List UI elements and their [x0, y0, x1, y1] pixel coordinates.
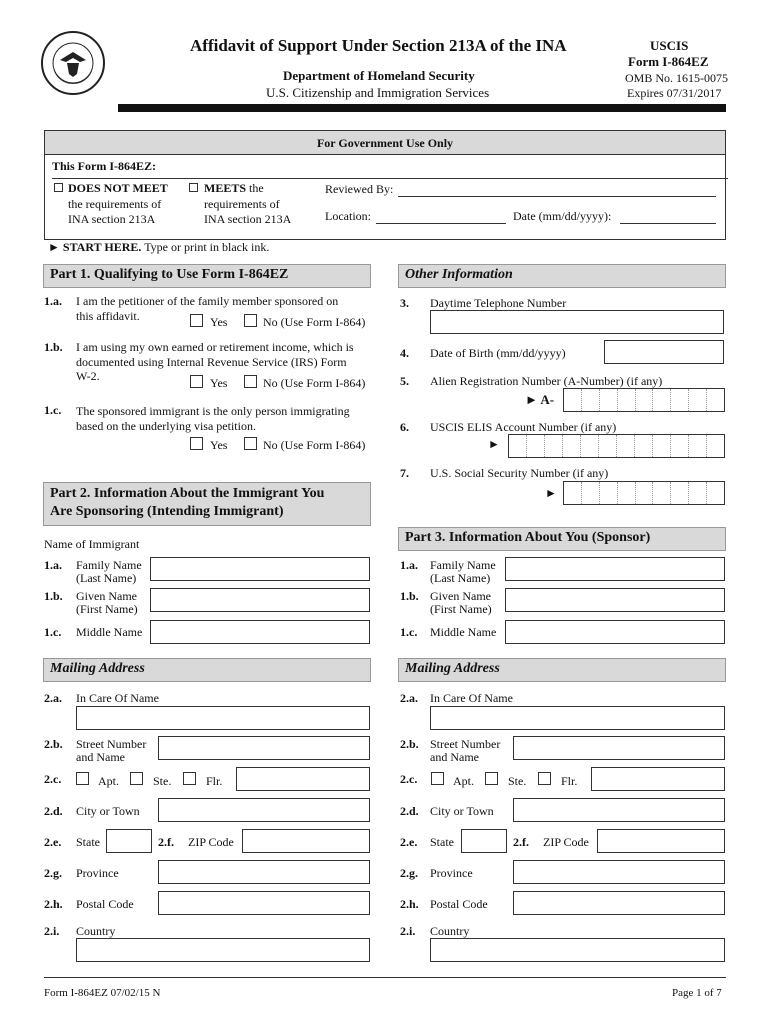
p2-zip-input[interactable] [242, 829, 370, 853]
p3-given-l2: (First Name) [430, 602, 492, 616]
p3-2f-number: 2.f. [513, 835, 529, 849]
p3-given-name-input[interactable] [505, 588, 725, 612]
q1a-number: 1.a. [44, 294, 62, 308]
reviewed-by-label: Reviewed By: [325, 182, 394, 196]
p3-2c-number: 2.c. [400, 772, 418, 786]
reviewed-by-line[interactable] [398, 196, 716, 197]
p3-given-l1: Given Name [430, 589, 491, 603]
part1-header: Part 1. Qualifying to Use Form I-864EZ [43, 264, 371, 288]
p2-family-name-input[interactable] [150, 557, 370, 581]
p2-postal-label: Postal Code [76, 897, 134, 911]
p3-postal-label: Postal Code [430, 897, 488, 911]
meets-label: MEETS [204, 181, 247, 195]
p3-apt-label: Apt. [453, 774, 474, 788]
p3-city-input[interactable] [513, 798, 725, 822]
uscis-label: USCIS [650, 38, 689, 53]
part3-header: Part 3. Information About You (Sponsor) [398, 527, 726, 551]
p3-2g-number: 2.g. [400, 866, 418, 880]
p2-1c-number: 1.c. [44, 625, 62, 639]
q5-label: Alien Registration Number (A-Number) (if any) [430, 374, 663, 388]
p2-street-l2: and Name [76, 750, 125, 764]
q1b-text-l3: W-2. [76, 369, 100, 383]
q1a-yes-checkbox[interactable] [190, 314, 203, 327]
q3-number: 3. [400, 296, 409, 310]
q1b-yes-checkbox[interactable] [190, 375, 203, 388]
p2-family-l2: (Last Name) [76, 571, 137, 585]
p2-2e-number: 2.e. [44, 835, 62, 849]
does-not-meet-l2: the requirements of [68, 197, 162, 211]
p2-postal-input[interactable] [158, 891, 370, 915]
q4-label: Date of Birth (mm/dd/yyyy) [430, 346, 566, 360]
seal-text [40, 96, 41, 97]
p3-middle-label: Middle Name [430, 625, 497, 639]
dept-name: Department of Homeland Security [283, 68, 475, 83]
part2-header [43, 482, 371, 526]
a-number-prefix: ► A- [525, 392, 555, 407]
p2-ste-checkbox[interactable] [130, 772, 143, 785]
footer-rule [44, 977, 726, 978]
p3-1a-number: 1.a. [400, 558, 418, 572]
p3-1c-number: 1.c. [400, 625, 418, 639]
q1a-text-l2: this affidavit. [76, 309, 140, 323]
p2-2f-number: 2.f. [158, 835, 174, 849]
p3-1b-number: 1.b. [400, 589, 419, 603]
p3-unit-input[interactable] [591, 767, 725, 791]
q5-number: 5. [400, 374, 409, 388]
p2-given-l2: (First Name) [76, 602, 138, 616]
p2-province-input[interactable] [158, 860, 370, 884]
p3-state-select[interactable] [461, 829, 507, 853]
p2-ste-label: Ste. [153, 774, 172, 788]
p3-zip-label: ZIP Code [543, 835, 589, 849]
dob-input[interactable] [604, 340, 724, 364]
p3-country-input[interactable] [430, 938, 725, 962]
p3-postal-input[interactable] [513, 891, 725, 915]
p2-mailing-header: Mailing Address [43, 658, 371, 682]
q1b-yes-label: Yes [210, 376, 228, 390]
p2-state-select[interactable] [106, 829, 152, 853]
date-line[interactable] [620, 223, 716, 224]
p2-flr-label: Flr. [206, 774, 223, 788]
start-here-label: START HERE. [62, 240, 142, 254]
agency-name: U.S. Citizenship and Immigration Services [266, 85, 490, 100]
omb-number: OMB No. 1615-0075 [625, 71, 729, 85]
q1b-no-label: No (Use Form I-864) [263, 376, 366, 390]
does-not-meet-label: DOES NOT MEET [68, 181, 168, 195]
meets-l3: INA section 213A [204, 212, 292, 226]
this-form-label: This Form I-864EZ: [52, 159, 157, 173]
p3-ste-label: Ste. [508, 774, 527, 788]
p2-unit-input[interactable] [236, 767, 370, 791]
p2-middle-label: Middle Name [76, 625, 143, 639]
p2-given-l1: Given Name [76, 589, 137, 603]
p2-state-label: State [76, 835, 100, 849]
part2-title-l1: Part 2. Information About the Immigrant You [50, 486, 325, 501]
p2-care-of-label: In Care Of Name [76, 691, 159, 705]
p3-province-input[interactable] [513, 860, 725, 884]
p3-zip-input[interactable] [597, 829, 725, 853]
p2-middle-name-input[interactable] [150, 620, 370, 644]
p3-family-name-input[interactable] [505, 557, 725, 581]
p2-family-l1: Family Name [76, 558, 142, 572]
p3-2e-number: 2.e. [400, 835, 418, 849]
does-not-meet-checkbox[interactable] [54, 183, 63, 192]
p3-apt-checkbox[interactable] [431, 772, 444, 785]
form-title: Affidavit of Support Under Section 213A of the INA [190, 36, 567, 55]
form-number: Form I-864EZ [628, 54, 709, 69]
q1a-no-label: No (Use Form I-864) [263, 315, 366, 329]
q3-label: Daytime Telephone Number [430, 296, 567, 310]
q1a-no-checkbox[interactable] [244, 314, 257, 327]
meets-the: the [246, 181, 264, 195]
p2-2h-number: 2.h. [44, 897, 63, 911]
p3-state-label: State [430, 835, 454, 849]
q7-number: 7. [400, 466, 409, 480]
p2-given-name-input[interactable] [150, 588, 370, 612]
p2-apt-label: Apt. [98, 774, 119, 788]
p2-country-label: Country [76, 924, 116, 938]
q1b-no-checkbox[interactable] [244, 375, 257, 388]
q1c-number: 1.c. [44, 403, 62, 417]
name-of-immigrant-label: Name of Immigrant [44, 537, 140, 551]
p2-2c-number: 2.c. [44, 772, 62, 786]
start-arrow-icon: ► [48, 240, 60, 254]
p2-1a-number: 1.a. [44, 558, 62, 572]
ssn-arrow-icon: ► [545, 486, 557, 500]
p2-2g-number: 2.g. [44, 866, 62, 880]
p2-city-input[interactable] [158, 798, 370, 822]
p3-street-input[interactable] [513, 736, 725, 760]
ssn-input[interactable] [563, 481, 725, 505]
p3-ste-checkbox[interactable] [485, 772, 498, 785]
q1a-text-l1: I am the petitioner of the family member sponsored on [76, 294, 339, 308]
p3-street-l2: and Name [430, 750, 479, 764]
footer-page-number: Page 1 of 7 [672, 987, 722, 999]
p3-2b-number: 2.b. [400, 737, 419, 751]
q1c-text-l1: The sponsored immigrant is the only person immigrating [76, 404, 350, 418]
start-here-text: Type or print in black ink. [144, 240, 270, 254]
p3-street-l1: Street Number [430, 737, 501, 751]
p2-city-label: City or Town [76, 804, 140, 818]
q1c-no-label: No (Use Form I-864) [263, 438, 366, 452]
p2-care-of-input[interactable] [76, 706, 370, 730]
p2-street-l1: Street Number [76, 737, 147, 751]
date-label: Date (mm/dd/yyyy): [513, 209, 612, 223]
dhs-seal-icon [40, 30, 106, 96]
expires-date: Expires 07/31/2017 [627, 86, 722, 100]
p2-2a-number: 2.a. [44, 691, 62, 705]
header-rule [118, 104, 726, 112]
p2-province-label: Province [76, 866, 119, 880]
location-label: Location: [325, 209, 371, 223]
p3-city-label: City or Town [430, 804, 494, 818]
p2-2i-number: 2.i. [44, 924, 60, 938]
p2-2b-number: 2.b. [44, 737, 63, 751]
q1b-text-l2: documented using Internal Revenue Service (IRS) Form [76, 355, 347, 369]
meets-l2: requirements of [204, 197, 280, 211]
gov-use-title: For Government Use Only [45, 131, 725, 155]
p2-flr-checkbox[interactable] [183, 772, 196, 785]
p3-country-label: Country [430, 924, 470, 938]
q1c-text-l2: based on the underlying visa petition. [76, 419, 256, 433]
p3-2h-number: 2.h. [400, 897, 419, 911]
gov-divider [52, 178, 728, 179]
p3-2i-number: 2.i. [400, 924, 416, 938]
other-info-header: Other Information [398, 264, 726, 288]
p2-apt-checkbox[interactable] [76, 772, 89, 785]
q1b-text-l1: I am using my own earned or retirement income, which is [76, 340, 354, 354]
location-line[interactable] [376, 223, 506, 224]
does-not-meet-l3: INA section 213A [68, 212, 156, 226]
q1b-number: 1.b. [44, 340, 63, 354]
elis-number-input[interactable] [508, 434, 725, 458]
p3-flr-label: Flr. [561, 774, 578, 788]
part2-title-l2: Are Sponsoring (Intending Immigrant) [50, 504, 284, 519]
p2-street-input[interactable] [158, 736, 370, 760]
p3-flr-checkbox[interactable] [538, 772, 551, 785]
q6-label: USCIS ELIS Account Number (if any) [430, 420, 617, 434]
q1c-no-checkbox[interactable] [244, 437, 257, 450]
elis-arrow-icon: ► [488, 437, 500, 451]
a-number-input[interactable] [563, 388, 725, 412]
q1c-yes-label: Yes [210, 438, 228, 452]
p3-mailing-header: Mailing Address [398, 658, 726, 682]
p2-1b-number: 1.b. [44, 589, 63, 603]
q4-number: 4. [400, 346, 409, 360]
q6-number: 6. [400, 420, 409, 434]
p3-family-l1: Family Name [430, 558, 496, 572]
p3-care-of-label: In Care Of Name [430, 691, 513, 705]
q7-label: U.S. Social Security Number (if any) [430, 466, 609, 480]
p2-2d-number: 2.d. [44, 804, 63, 818]
q1a-yes-label: Yes [210, 315, 228, 329]
footer-form-id: Form I-864EZ 07/02/15 N [44, 987, 161, 999]
p3-2d-number: 2.d. [400, 804, 419, 818]
p2-zip-label: ZIP Code [188, 835, 234, 849]
p3-2a-number: 2.a. [400, 691, 418, 705]
q1c-yes-checkbox[interactable] [190, 437, 203, 450]
p2-country-input[interactable] [76, 938, 370, 962]
meets-checkbox[interactable] [189, 183, 198, 192]
p3-province-label: Province [430, 866, 473, 880]
p3-care-of-input[interactable] [430, 706, 725, 730]
p3-family-l2: (Last Name) [430, 571, 491, 585]
phone-input[interactable] [430, 310, 724, 334]
p3-middle-name-input[interactable] [505, 620, 725, 644]
